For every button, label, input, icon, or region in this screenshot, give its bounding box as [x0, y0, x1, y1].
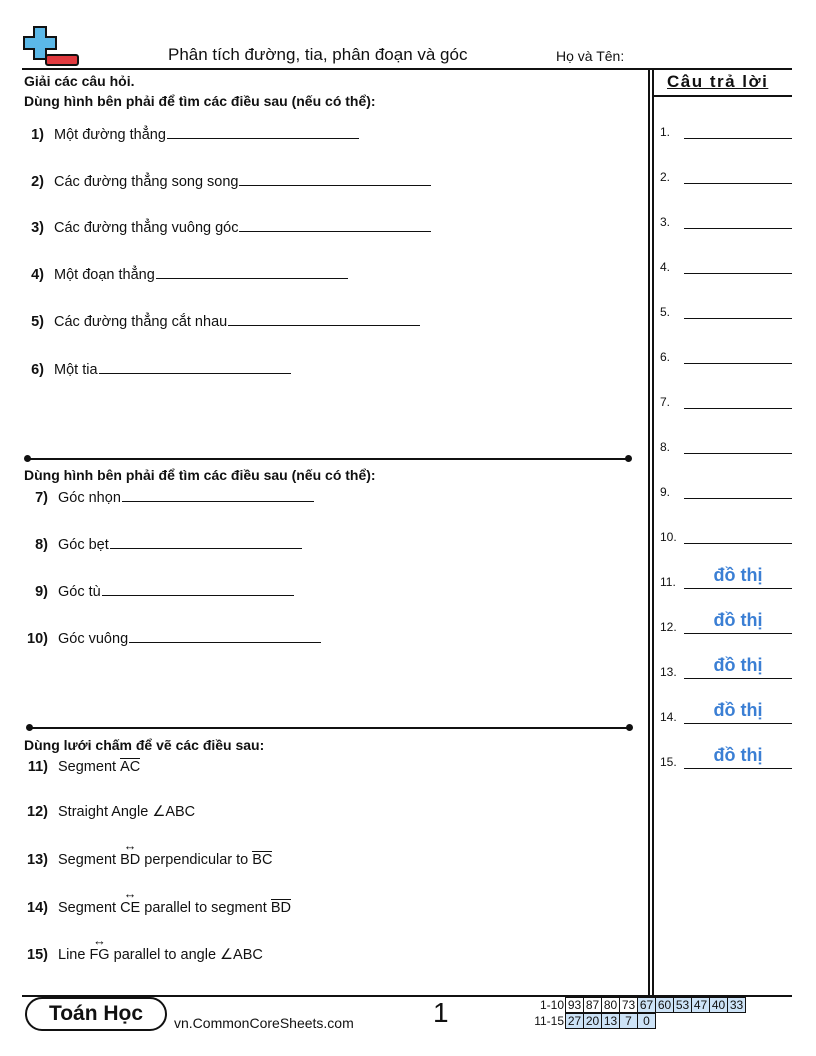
score-row-1-10: 1-10 93 87 80 73 67 60 53 47 40 33	[532, 997, 746, 1013]
line-symbol: ↔ FG	[89, 947, 109, 963]
answer-row-13: 13. đồ thị	[660, 664, 792, 679]
separator-dot	[24, 455, 31, 462]
answer-line[interactable]: đồ thị	[684, 754, 792, 769]
question-15: 15) Line ↔ FG parallel to angle ∠ABC	[24, 947, 263, 963]
separator-dot	[625, 455, 632, 462]
score-table	[532, 997, 746, 1029]
question-14: 14) Segment ↔ CE parallel to segment BD	[24, 900, 291, 916]
answer-row-2: 2.	[660, 169, 792, 184]
site-url[interactable]: vn.CommonCoreSheets.com	[174, 1015, 354, 1031]
answer-blank[interactable]	[167, 124, 359, 139]
answer-row-4: 4.	[660, 259, 792, 274]
question-12: 12) Straight Angle ∠ABC	[27, 804, 196, 820]
answer-row-8: 8.	[660, 439, 792, 454]
line-symbol: ↔ CE	[120, 900, 140, 916]
question-13: 13) Segment ↔ BD perpendicular to BC	[24, 852, 272, 868]
answer-line[interactable]	[684, 259, 792, 274]
answer-blank[interactable]	[156, 264, 348, 279]
answer-row-15: 15. đồ thị	[660, 754, 792, 769]
answer-line[interactable]	[684, 529, 792, 544]
answer-line[interactable]: đồ thị	[684, 664, 792, 679]
answer-row-9: 9.	[660, 484, 792, 499]
answer-blank[interactable]	[102, 581, 294, 596]
answer-column-header: Câu trả lời	[667, 72, 769, 91]
header-rule	[22, 68, 792, 70]
answer-line[interactable]	[684, 394, 792, 409]
answer-row-5: 5.	[660, 304, 792, 319]
answer-blank[interactable]	[228, 311, 420, 326]
answer-line[interactable]	[684, 214, 792, 229]
answer-row-10: 10.	[660, 529, 792, 544]
answer-blank[interactable]	[122, 487, 314, 502]
instruction-solve: Giải các câu hỏi.	[24, 73, 135, 89]
column-divider-left	[648, 68, 650, 996]
answer-line[interactable]	[684, 169, 792, 184]
page-title: Phân tích đường, tia, phân đoạn và góc	[168, 45, 468, 64]
instruction-section2: Dùng hình bên phải để tìm các điều sau (nếu có thể):	[24, 467, 376, 483]
answer-line[interactable]	[684, 304, 792, 319]
answer-row-3: 3.	[660, 214, 792, 229]
segment-symbol: BD	[270, 900, 291, 916]
segment-symbol: AC	[120, 759, 141, 775]
answer-row-14: 14. đồ thị	[660, 709, 792, 724]
answer-line[interactable]	[684, 124, 792, 139]
answer-blank[interactable]	[110, 534, 302, 549]
answer-blank[interactable]	[129, 628, 321, 643]
separator-dot	[26, 724, 33, 731]
question-11: 11) Segment AC	[27, 759, 141, 775]
answer-blank[interactable]	[239, 171, 431, 186]
page-number: 1	[433, 997, 449, 1028]
line-symbol: ↔ BD	[120, 852, 140, 868]
answer-line[interactable]: đồ thị	[684, 574, 792, 589]
brand-badge: Toán Học	[25, 997, 167, 1031]
question-7: 7) Góc nhọn	[24, 487, 314, 506]
answer-row-11: 11. đồ thị	[660, 574, 792, 589]
segment-symbol: BC	[252, 852, 273, 868]
question-6: 6) Một tia	[24, 359, 291, 378]
column-divider-right	[652, 68, 654, 996]
separator-dot	[626, 724, 633, 731]
question-2: 2) Các đường thẳng song song	[24, 171, 431, 190]
answer-line[interactable]	[684, 439, 792, 454]
question-10: 10) Góc vuông	[24, 628, 321, 647]
plus-minus-logo-icon	[22, 25, 80, 69]
instruction-section1: Dùng hình bên phải để tìm các điều sau (nếu có thể):	[24, 93, 376, 109]
name-label: Họ và Tên:	[556, 48, 625, 64]
answer-line[interactable]	[684, 484, 792, 499]
question-9: 9) Góc tù	[24, 581, 294, 600]
score-row-11-15: 11-15 27 20 13 7 0	[532, 1013, 746, 1029]
answer-row-7: 7.	[660, 394, 792, 409]
question-8: 8) Góc bẹt	[24, 534, 302, 553]
answer-line[interactable]	[684, 349, 792, 364]
answer-blank[interactable]	[99, 359, 291, 374]
answer-blank[interactable]	[239, 217, 431, 232]
answer-line[interactable]: đồ thị	[684, 709, 792, 724]
question-5: 5) Các đường thẳng cắt nhau	[24, 311, 420, 330]
section-separator	[27, 458, 629, 460]
answer-row-1: 1.	[660, 124, 792, 139]
answer-row-6: 6.	[660, 349, 792, 364]
answer-header-rule	[654, 95, 792, 97]
instruction-section3: Dùng lưới chấm để vẽ các điều sau:	[24, 737, 265, 753]
question-1: 1) Một đường thẳng	[24, 124, 359, 143]
answer-row-12: 12. đồ thị	[660, 619, 792, 634]
answer-line[interactable]: đồ thị	[684, 619, 792, 634]
question-4: 4) Một đoạn thẳng	[24, 264, 348, 283]
section-separator	[30, 727, 630, 729]
question-3: 3) Các đường thẳng vuông góc	[24, 217, 431, 236]
